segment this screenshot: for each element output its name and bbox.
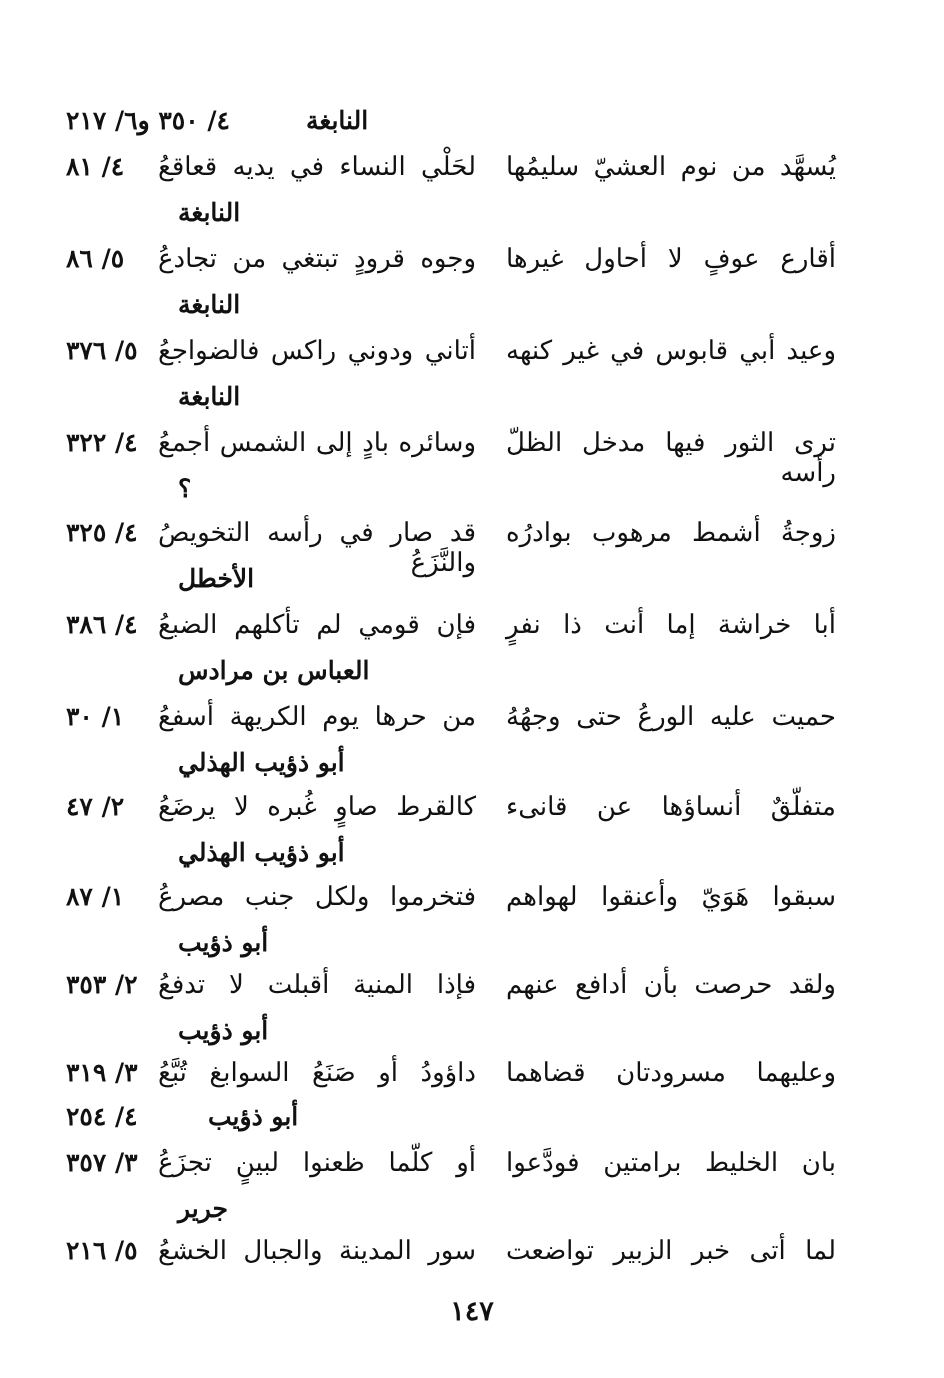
verse-reference: ٢/ ٣٥٣ bbox=[66, 970, 138, 999]
verse-second-hemistich: فإن قومي لم تأكلهم الضبعُ bbox=[158, 610, 476, 640]
verse-second-hemistich: سور المدينة والجبال الخشعُ bbox=[158, 1236, 476, 1266]
verse-second-hemistich: فإذا المنية أقبلت لا تدفعُ bbox=[158, 970, 476, 1000]
poet-name: الأخطل bbox=[178, 564, 255, 593]
verse-second-hemistich: لحَلْي النساء في يديه قعاقعُ bbox=[158, 152, 476, 182]
verse-first-hemistich: وعيد أبي قابوس في غير كنهه bbox=[506, 336, 836, 366]
poet-name: ؟ bbox=[178, 474, 192, 503]
verse-first-hemistich: وعليهما مسرودتان قضاهما bbox=[506, 1058, 836, 1088]
poet-name: النابغة bbox=[178, 382, 241, 411]
verse-second-hemistich: أو كلّما ظعنوا لبينٍ تجزَعُ bbox=[158, 1148, 476, 1178]
verse-reference: ٤/ ٣٨٦ bbox=[66, 610, 138, 639]
poet-name: جرير bbox=[178, 1194, 228, 1223]
verse-first-hemistich: ترى الثور فيها مدخل الظلّ رأسه bbox=[506, 428, 836, 488]
poet-name: أبو ذؤيب bbox=[208, 1102, 299, 1131]
verse-reference: ٣/ ٣١٩ bbox=[66, 1058, 138, 1087]
verse-second-hemistich: أتاني ودوني راكس فالضواجعُ bbox=[158, 336, 476, 366]
verse-reference: ٤/ ٣٢٥ bbox=[66, 518, 138, 547]
verse-first-hemistich: يُسهَّد من نوم العشيّ سليمُها bbox=[506, 152, 836, 182]
verse-second-hemistich: داؤودُ أو صَنَعُ السوابغ تُبَّعُ bbox=[158, 1058, 476, 1088]
verse-reference: ٥/ ٨٦ bbox=[66, 244, 125, 273]
verse-second-hemistich: فتخرموا ولكل جنب مصرعُ bbox=[158, 882, 476, 912]
verse-first-hemistich: لما أتى خبر الزبير تواضعت bbox=[506, 1236, 836, 1266]
poet-name: أبو ذؤيب bbox=[178, 928, 269, 957]
verse-reference: ١/ ٣٠ bbox=[66, 702, 125, 731]
verse-second-hemistich: وجوه قرودٍ تبتغي من تجادعُ bbox=[158, 244, 476, 274]
verse-reference: ٥/ ٣٧٦ bbox=[66, 336, 138, 365]
page-number: ١٤٧ bbox=[450, 1296, 494, 1327]
verse-first-hemistich: أبا خراشة إما أنت ذا نفرٍ bbox=[506, 610, 836, 640]
verse-first-hemistich: بان الخليط برامتين فودَّعوا bbox=[506, 1148, 836, 1178]
poet-name: النابغة bbox=[178, 198, 241, 227]
verse-second-hemistich: قد صار في رأسه التخويصُ والنَّزَعُ bbox=[158, 518, 476, 578]
poet-name: أبو ذؤيب bbox=[178, 1016, 269, 1045]
poet-name: العباس بن مرادس bbox=[178, 656, 370, 685]
verse-first-hemistich: حميت عليه الورعُ حتى وجهُهُ bbox=[506, 702, 836, 732]
verse-reference: ٤/ ٣٢٢ bbox=[66, 428, 138, 457]
verse-first-hemistich: أقارع عوفٍ لا أحاول غيرها bbox=[506, 244, 836, 274]
verse-second-hemistich: من حرها يوم الكريهة أسفعُ bbox=[158, 702, 476, 732]
header-reference: ٤/ ٣٥٠ و٦/ ٢١٧ bbox=[66, 106, 230, 135]
poet-name: أبو ذؤيب الهذلي bbox=[178, 748, 345, 777]
header-poet-name: النابغة bbox=[306, 106, 369, 135]
verse-first-hemistich: متفلّقٌ أنساؤها عن قانىء bbox=[506, 792, 836, 822]
verse-first-hemistich: زوجةُ أشمط مرهوب بوادرُه bbox=[506, 518, 836, 548]
verse-reference: ٢/ ٤٧ bbox=[66, 792, 125, 821]
verse-reference-secondary: ٤/ ٢٥٤ bbox=[66, 1102, 138, 1131]
verse-reference: ٥/ ٢١٦ bbox=[66, 1236, 138, 1265]
poet-name: أبو ذؤيب الهذلي bbox=[178, 838, 345, 867]
verse-first-hemistich: ولقد حرصت بأن أدافع عنهم bbox=[506, 970, 836, 1000]
verse-reference: ١/ ٨٧ bbox=[66, 882, 125, 911]
verse-second-hemistich: كالقرط صاوٍ غُبره لا يرضَعُ bbox=[158, 792, 476, 822]
verse-second-hemistich: وسائره بادٍ إلى الشمس أجمعُ bbox=[158, 428, 476, 458]
verse-reference: ٣/ ٣٥٧ bbox=[66, 1148, 138, 1177]
verse-reference: ٤/ ٨١ bbox=[66, 152, 125, 181]
verse-first-hemistich: سبقوا هَوَيّ وأعنقوا لهواهم bbox=[506, 882, 836, 912]
poet-name: النابغة bbox=[178, 290, 241, 319]
